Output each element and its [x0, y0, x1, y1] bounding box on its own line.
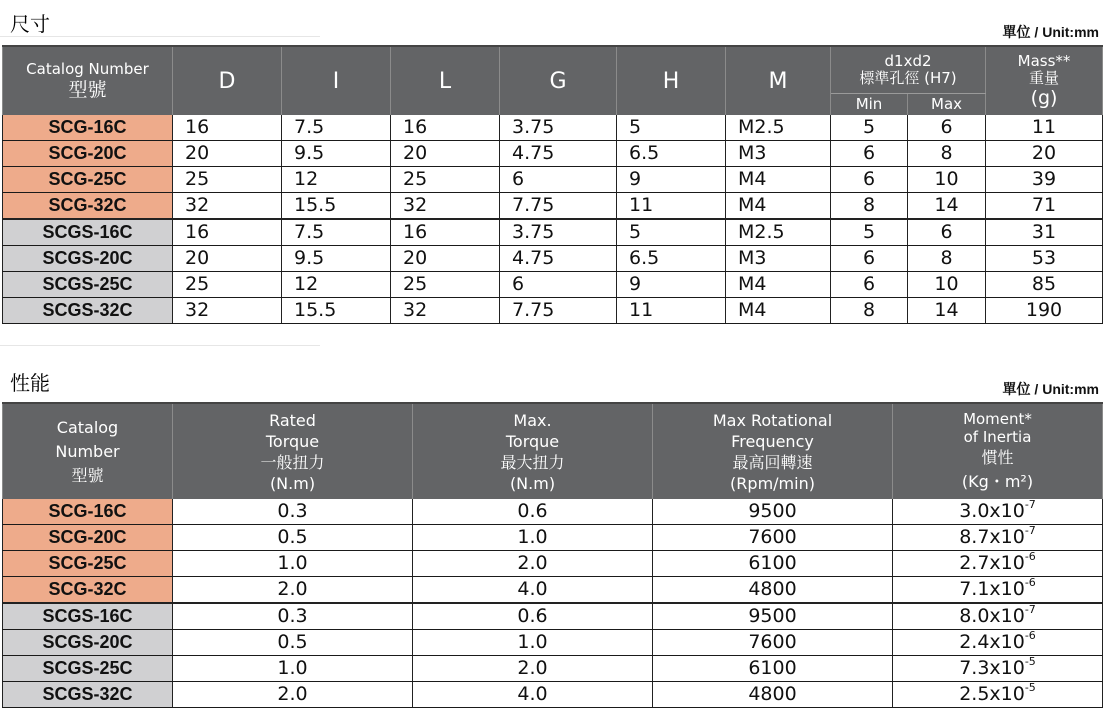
catalog-number-cell: SCG-25C: [3, 167, 173, 193]
mass-cell: 11: [986, 115, 1103, 141]
max-torque-cell: 1.0: [413, 525, 653, 551]
table-row: [3, 525, 1103, 551]
h-cell: 5: [617, 115, 726, 141]
bore-max-cell: 10: [908, 272, 986, 298]
header-freq-2: Frequency: [731, 431, 814, 451]
catalog-number-cell: SCGS-32C: [3, 298, 173, 324]
inertia-cell: [893, 656, 1103, 682]
bore-min-cell: 6: [831, 141, 908, 167]
header-max-3: 最大扭力: [500, 452, 565, 472]
table-row: [3, 577, 1103, 604]
header-i: I: [282, 46, 391, 115]
header-catalog-en: Catalog Number: [26, 59, 149, 78]
d-cell: 32: [173, 298, 282, 324]
h-cell: 11: [617, 193, 726, 220]
header-catalog-zh: 型號: [68, 78, 107, 101]
header-inertia-1: Moment*: [963, 409, 1032, 428]
bore-max-cell: 8: [908, 141, 986, 167]
inertia-base: 2.7x10: [959, 552, 1025, 574]
i-cell: 12: [282, 272, 391, 298]
inertia-exponent: -7: [1024, 499, 1036, 511]
max-frequency-cell: 7600: [653, 525, 893, 551]
max-frequency-cell: 9500: [653, 603, 893, 630]
d-cell: 25: [173, 167, 282, 193]
max-frequency-cell: 4800: [653, 682, 893, 708]
inertia-base: 8.0x10: [959, 605, 1025, 627]
g-cell: 4.75: [500, 141, 617, 167]
rated-torque-cell: 1.0: [173, 656, 413, 682]
h-cell: 9: [617, 272, 726, 298]
header-perf-catalog-2: Number: [55, 441, 120, 461]
header-d: D: [173, 46, 282, 115]
title-divider: [0, 36, 320, 37]
table-row: [3, 656, 1103, 682]
i-cell: 7.5: [282, 115, 391, 141]
l-cell: 16: [391, 219, 500, 246]
l-cell: 25: [391, 272, 500, 298]
bore-min-cell: 6: [831, 246, 908, 272]
header-perf-catalog-3: 型號: [71, 465, 104, 485]
catalog-number-cell: SCG-16C: [3, 499, 173, 525]
m-cell: M2.5: [726, 219, 831, 246]
catalog-number-cell: SCG-20C: [3, 141, 173, 167]
max-frequency-cell: 4800: [653, 577, 893, 604]
d-cell: 20: [173, 141, 282, 167]
max-torque-cell: 2.0: [413, 551, 653, 577]
dimensions-unit: 單位 / Unit:mm: [1002, 24, 1099, 40]
inertia-cell: [893, 499, 1103, 525]
table-row: [3, 603, 1103, 630]
header-rated-torque: [173, 403, 413, 499]
l-cell: 16: [391, 115, 500, 141]
header-mass-line2: 重量: [1029, 69, 1060, 87]
g-cell: 3.75: [500, 115, 617, 141]
bore-max-cell: 14: [908, 193, 986, 220]
d-cell: 16: [173, 219, 282, 246]
max-frequency-cell: 7600: [653, 630, 893, 656]
header-moment-of-inertia: [893, 403, 1103, 499]
inertia-exponent: -7: [1024, 524, 1036, 537]
inertia-cell: [893, 577, 1103, 604]
inertia-base: 2.5x10: [959, 683, 1025, 705]
bore-min-cell: 5: [831, 115, 908, 141]
header-l: L: [391, 46, 500, 115]
header-g: G: [500, 46, 617, 115]
max-frequency-cell: 9500: [653, 499, 893, 525]
catalog-number-cell: SCG-16C: [3, 115, 173, 141]
catalog-number-cell: SCG-20C: [3, 525, 173, 551]
inertia-base: 7.3x10: [959, 657, 1025, 679]
header-bore-min: Min: [831, 93, 908, 115]
header-bore: [831, 46, 986, 93]
h-cell: 9: [617, 167, 726, 193]
header-mass: [986, 46, 1103, 115]
m-cell: M4: [726, 167, 831, 193]
catalog-number-cell: SCGS-16C: [3, 603, 173, 630]
g-cell: 3.75: [500, 219, 617, 246]
rated-torque-cell: 0.3: [173, 603, 413, 630]
i-cell: 9.5: [282, 246, 391, 272]
max-torque-cell: 0.6: [413, 603, 653, 630]
table-row: [3, 682, 1103, 708]
header-rated-2: Torque: [265, 431, 320, 451]
l-cell: 20: [391, 246, 500, 272]
table-row: [3, 193, 1103, 220]
l-cell: 25: [391, 167, 500, 193]
m-cell: M4: [726, 193, 831, 220]
header-max-4: (N.m): [509, 473, 556, 493]
header-max-rotational-frequency: [653, 403, 893, 499]
table-row: [3, 141, 1103, 167]
header-inertia-3: 慣性: [981, 447, 1014, 467]
h-cell: 6.5: [617, 141, 726, 167]
header-m: M: [726, 46, 831, 115]
max-torque-cell: 1.0: [413, 630, 653, 656]
catalog-number-cell: SCGS-20C: [3, 630, 173, 656]
rated-torque-cell: 0.5: [173, 525, 413, 551]
table-row: [3, 167, 1103, 193]
header-max-2: Torque: [505, 431, 560, 451]
header-rated-1: Rated: [269, 410, 316, 430]
bore-min-cell: 8: [831, 298, 908, 324]
header-h: H: [617, 46, 726, 115]
table-row: [3, 499, 1103, 525]
bore-max-cell: 14: [908, 298, 986, 324]
inertia-exponent: -5: [1024, 681, 1036, 694]
inertia-exponent: -5: [1024, 655, 1036, 668]
h-cell: 11: [617, 298, 726, 324]
inertia-exponent: -6: [1024, 629, 1036, 642]
inertia-exponent: -6: [1024, 550, 1036, 563]
bore-max-cell: 8: [908, 246, 986, 272]
dimensions-title: 尺寸: [10, 12, 50, 36]
g-cell: 7.75: [500, 193, 617, 220]
catalog-number-cell: SCG-25C: [3, 551, 173, 577]
performance-unit: 單位 / Unit:mm: [1002, 381, 1099, 397]
mass-cell: 53: [986, 246, 1103, 272]
inertia-base: 3.0x10: [959, 500, 1025, 522]
max-frequency-cell: 6100: [653, 551, 893, 577]
header-bore-line2: 標準孔徑 (H7): [859, 68, 957, 87]
header-rated-4: (N.m): [269, 473, 316, 493]
table-row: [3, 551, 1103, 577]
header-catalog-number: [3, 46, 173, 115]
bore-min-cell: 6: [831, 272, 908, 298]
g-cell: 7.75: [500, 298, 617, 324]
m-cell: M4: [726, 298, 831, 324]
inertia-exponent: -7: [1024, 603, 1036, 616]
d-cell: 32: [173, 193, 282, 220]
header-rated-3: 一般扭力: [260, 452, 325, 472]
dimensions-table: [2, 45, 1103, 324]
catalog-number-cell: SCG-32C: [3, 193, 173, 220]
i-cell: 15.5: [282, 193, 391, 220]
table-row: [3, 219, 1103, 246]
m-cell: M3: [726, 246, 831, 272]
max-frequency-cell: 6100: [653, 656, 893, 682]
header-freq-3: 最高回轉速: [732, 452, 813, 472]
rated-torque-cell: 2.0: [173, 577, 413, 604]
d-cell: 25: [173, 272, 282, 298]
g-cell: 6: [500, 272, 617, 298]
table-row: [3, 115, 1103, 141]
mass-cell: 71: [986, 193, 1103, 220]
inertia-cell: [893, 682, 1103, 708]
inertia-cell: [893, 551, 1103, 577]
section-divider: [0, 345, 320, 346]
h-cell: 5: [617, 219, 726, 246]
i-cell: 7.5: [282, 219, 391, 246]
performance-table: [2, 402, 1103, 708]
table-row: [3, 298, 1103, 324]
i-cell: 12: [282, 167, 391, 193]
inertia-base: 8.7x10: [959, 526, 1025, 548]
catalog-number-cell: SCGS-16C: [3, 219, 173, 246]
catalog-number-cell: SCGS-25C: [3, 656, 173, 682]
m-cell: M3: [726, 141, 831, 167]
performance-title: 性能: [10, 371, 50, 395]
l-cell: 32: [391, 298, 500, 324]
inertia-base: 2.4x10: [959, 631, 1025, 653]
l-cell: 32: [391, 193, 500, 220]
m-cell: M4: [726, 272, 831, 298]
header-max-1: Max.: [513, 410, 552, 430]
bore-min-cell: 5: [831, 219, 908, 246]
inertia-base: 7.1x10: [959, 578, 1025, 600]
inertia-cell: [893, 603, 1103, 630]
header-bore-max: Max: [908, 93, 986, 115]
g-cell: 4.75: [500, 246, 617, 272]
rated-torque-cell: 0.5: [173, 630, 413, 656]
rated-torque-cell: 2.0: [173, 682, 413, 708]
max-torque-cell: 0.6: [413, 499, 653, 525]
header-inertia-4: (Kg・m²): [961, 471, 1034, 491]
m-cell: M2.5: [726, 115, 831, 141]
max-torque-cell: 4.0: [413, 682, 653, 708]
header-freq-1: Max Rotational: [712, 410, 833, 430]
mass-cell: 20: [986, 141, 1103, 167]
i-cell: 15.5: [282, 298, 391, 324]
catalog-number-cell: SCG-32C: [3, 577, 173, 604]
header-mass-line3: (g): [1030, 87, 1058, 109]
i-cell: 9.5: [282, 141, 391, 167]
header-max-torque: [413, 403, 653, 499]
mass-cell: 39: [986, 167, 1103, 193]
table-row: [3, 272, 1103, 298]
mass-cell: 85: [986, 272, 1103, 298]
max-torque-cell: 2.0: [413, 656, 653, 682]
table-row: [3, 630, 1103, 656]
catalog-number-cell: SCGS-20C: [3, 246, 173, 272]
d-cell: 16: [173, 115, 282, 141]
bore-max-cell: 6: [908, 115, 986, 141]
header-inertia-2: of Inertia: [963, 427, 1032, 446]
bore-max-cell: 10: [908, 167, 986, 193]
catalog-number-cell: SCGS-25C: [3, 272, 173, 298]
rated-torque-cell: 1.0: [173, 551, 413, 577]
dimensions-body: [3, 115, 1103, 324]
header-bore-line1: d1xd2: [884, 51, 932, 70]
max-torque-cell: 4.0: [413, 577, 653, 604]
bore-min-cell: 6: [831, 167, 908, 193]
h-cell: 6.5: [617, 246, 726, 272]
rated-torque-cell: 0.3: [173, 499, 413, 525]
header-freq-4: (Rpm/min): [730, 473, 815, 493]
l-cell: 20: [391, 141, 500, 167]
inertia-cell: [893, 525, 1103, 551]
bore-max-cell: 6: [908, 219, 986, 246]
d-cell: 20: [173, 246, 282, 272]
header-perf-catalog: [3, 403, 173, 499]
header-perf-catalog-1: Catalog: [56, 417, 119, 437]
g-cell: 6: [500, 167, 617, 193]
mass-cell: 190: [986, 298, 1103, 324]
performance-body: [3, 499, 1103, 708]
header-mass-line1: Mass**: [1017, 52, 1071, 70]
catalog-number-cell: SCGS-32C: [3, 682, 173, 708]
mass-cell: 31: [986, 219, 1103, 246]
inertia-cell: [893, 630, 1103, 656]
table-row: [3, 246, 1103, 272]
inertia-exponent: -6: [1024, 576, 1036, 589]
bore-min-cell: 8: [831, 193, 908, 220]
